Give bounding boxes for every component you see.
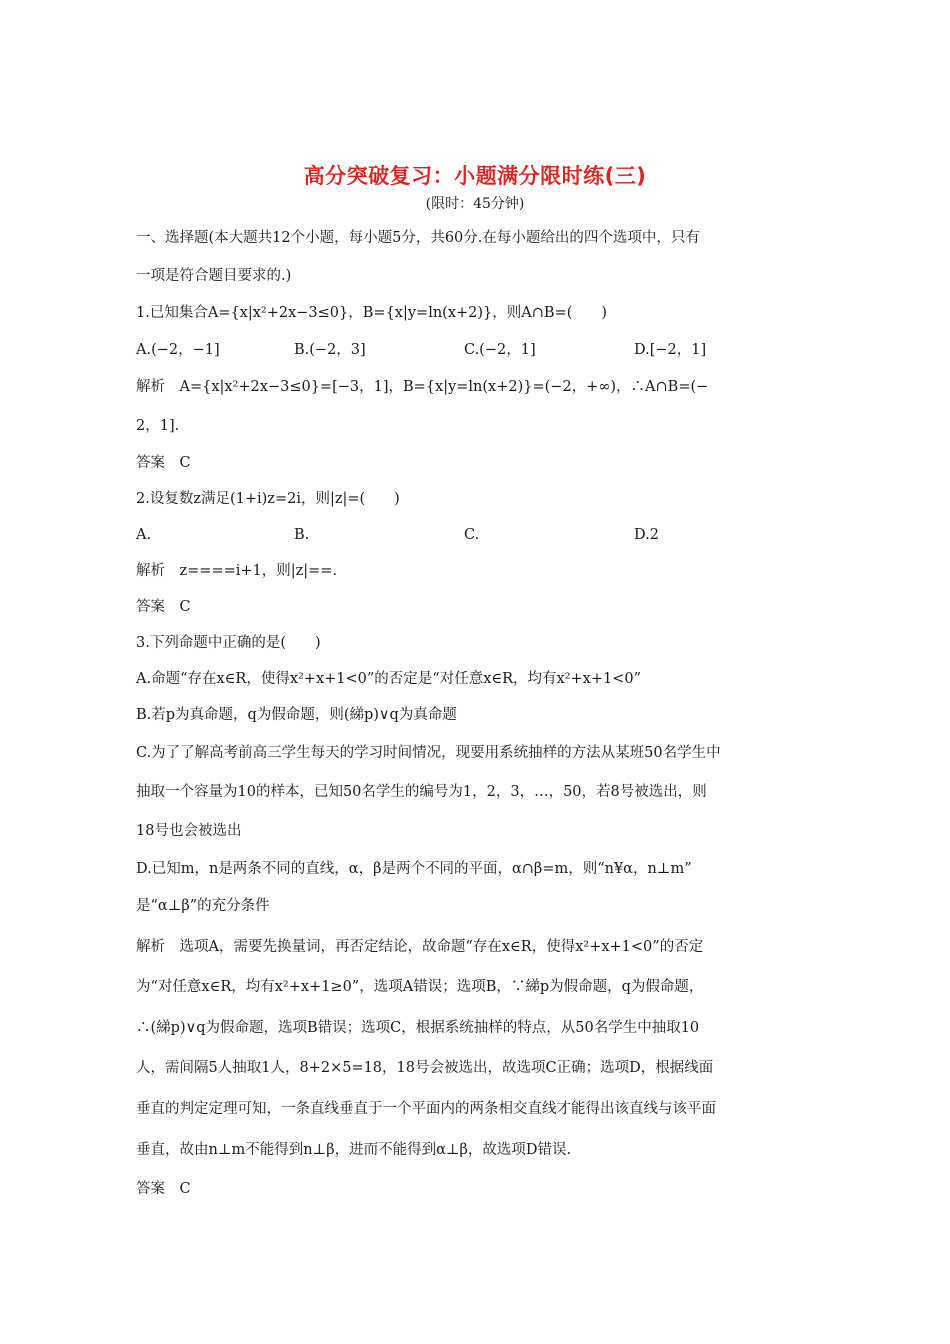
q2-option-b: B. [294, 527, 310, 543]
q3-option-b: B.若p为真命题，q为假命题，则(綈p)∨q为真命题 [136, 707, 457, 723]
page-title: 高分突破复习：小题满分限时练(三) [303, 164, 647, 188]
section-instructions-line2: 一项是符合题目要求的.) [136, 268, 292, 284]
q1-answer: 答案 C [136, 455, 191, 471]
q3-option-c-line3: 18号也会被选出 [136, 823, 242, 839]
q2-option-c: C. [464, 527, 480, 543]
q3-option-a: A.命题“存在x∈R，使得x²+x+1<0”的否定是“对任意x∈R，均有x²+x+1<0” [136, 671, 642, 687]
q3-stem: 3.下列命题中正确的是( ) [136, 635, 321, 651]
time-limit: (限时：45分钟) [425, 196, 525, 212]
q1-stem: 1.已知集合A={x|x²+2x−3≤0}，B={x|y=ln(x+2)}，则A∩B=( ) [136, 305, 608, 321]
q3-analysis-line4: 人，需间隔5人抽取1人，8+2×5=18，18号会被选出，故选项C正确；选项D，根据线面 [136, 1060, 714, 1076]
q1-option-c: C.(−2，1] [464, 342, 536, 358]
q3-analysis-line5: 垂直的判定定理可知，一条直线垂直于一个平面内的两条相交直线才能得出该直线与该平面 [136, 1101, 716, 1117]
q3-option-c-line1: C.为了了解高考前高三学生每天的学习时间情况，现要用系统抽样的方法从某班50名学生中 [136, 745, 721, 761]
q1-analysis-line1: 解析 A={x|x²+2x−3≤0}=[−3，1]，B={x|y=ln(x+2)}=(−2，+∞)，∴A∩B=(− [136, 379, 709, 395]
q1-analysis-line2: 2，1]. [136, 418, 180, 434]
q3-option-d-line2: 是“α⊥β”的充分条件 [136, 898, 270, 914]
q3-analysis-line1: 解析 选项A，需要先换量词，再否定结论，故命题“存在x∈R，使得x²+x+1<0”的否定 [136, 939, 704, 955]
q3-option-d-line1: D.已知m，n是两条不同的直线，α，β是两个不同的平面，α∩β=m，则“n¥α，n⊥m” [136, 861, 692, 877]
q3-analysis-line2: 为“对任意x∈R，均有x²+x+1≥0”，选项A错误；选项B，∵綈p为假命题，q为假命题， [136, 979, 704, 995]
q2-option-d: D.2 [634, 527, 659, 543]
q3-analysis-line3: ∴(綈p)∨q为假命题，选项B错误；选项C，根据系统抽样的特点，从50名学生中抽取10 [136, 1020, 700, 1036]
q2-stem: 2.设复数z满足(1+i)z=2i，则|z|=( ) [136, 491, 400, 507]
q1-option-b: B.(−2，3] [294, 342, 366, 358]
q1-option-d: D.[−2，1] [634, 342, 707, 358]
q3-option-c-line2: 抽取一个容量为10的样本，已知50名学生的编号为1，2，3，…，50，若8号被选出，则 [136, 784, 707, 800]
section-instructions-line1: 一、选择题(本大题共12个小题，每小题5分，共60分.在每小题给出的四个选项中，只有 [136, 230, 700, 246]
q2-answer: 答案 C [136, 599, 191, 615]
q2-option-a: A. [136, 527, 152, 543]
q3-answer: 答案 C [136, 1181, 191, 1197]
q2-analysis: 解析 z====i+1，则|z|==. [136, 563, 338, 579]
q3-analysis-line6: 垂直，故由n⊥m不能得到n⊥β，进而不能得到α⊥β，故选项D错误. [136, 1142, 572, 1158]
q1-option-a: A.(−2，−1] [136, 342, 220, 358]
